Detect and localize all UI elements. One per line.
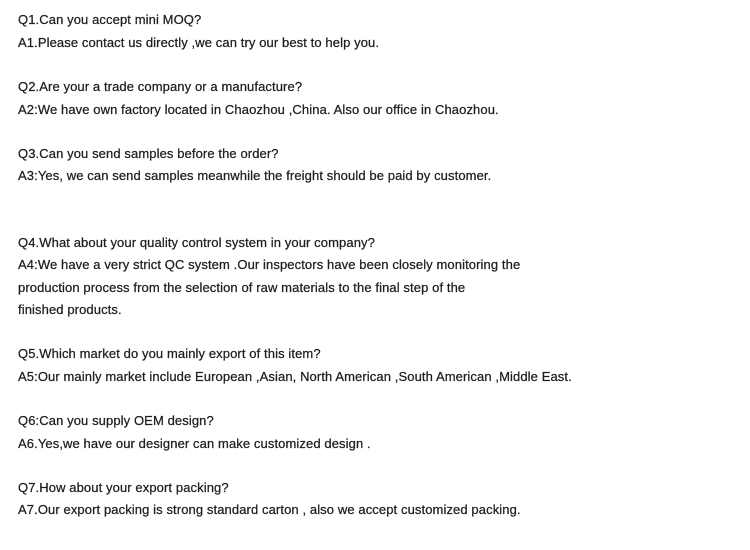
faq-answer-4-line-1: A4:We have a very strict QC system .Our inspectors have been closely monitoring the — [18, 257, 521, 272]
faq-question-7: Q7.How about your export packing? — [18, 480, 229, 495]
faq-answer-6: A6.Yes,we have our designer can make customized design . — [18, 436, 371, 451]
faq-question-3: Q3.Can you send samples before the order? — [18, 146, 279, 161]
faq-answer-4-line-3: finished products. — [18, 302, 122, 317]
faq-answer-2: A2:We have own factory located in Chaozhou ,China. Also our office in Chaozhou. — [18, 102, 499, 117]
faq-question-2: Q2.Are your a trade company or a manufacture? — [18, 79, 303, 94]
faq-question-6: Q6:Can you supply OEM design? — [18, 413, 214, 428]
faq-answer-5: A5:Our mainly market include European ,Asian, North American ,South American ,Middle East. — [18, 369, 572, 384]
faq-question-5: Q5.Which market do you mainly export of this item? — [18, 346, 321, 361]
faq-answer-1: A1.Please contact us directly ,we can try our best to help you. — [18, 35, 380, 50]
faq-question-4: Q4.What about your quality control system in your company? — [18, 235, 375, 250]
faq-answer-3: A3:Yes, we can send samples meanwhile the freight should be paid by customer. — [18, 168, 492, 183]
faq-answer-7: A7.Our export packing is strong standard carton , also we accept customized packing. — [18, 502, 521, 517]
faq-question-1: Q1.Can you accept mini MOQ? — [18, 12, 202, 27]
faq-answer-4-line-2: production process from the selection of raw materials to the final step of the — [18, 280, 466, 295]
